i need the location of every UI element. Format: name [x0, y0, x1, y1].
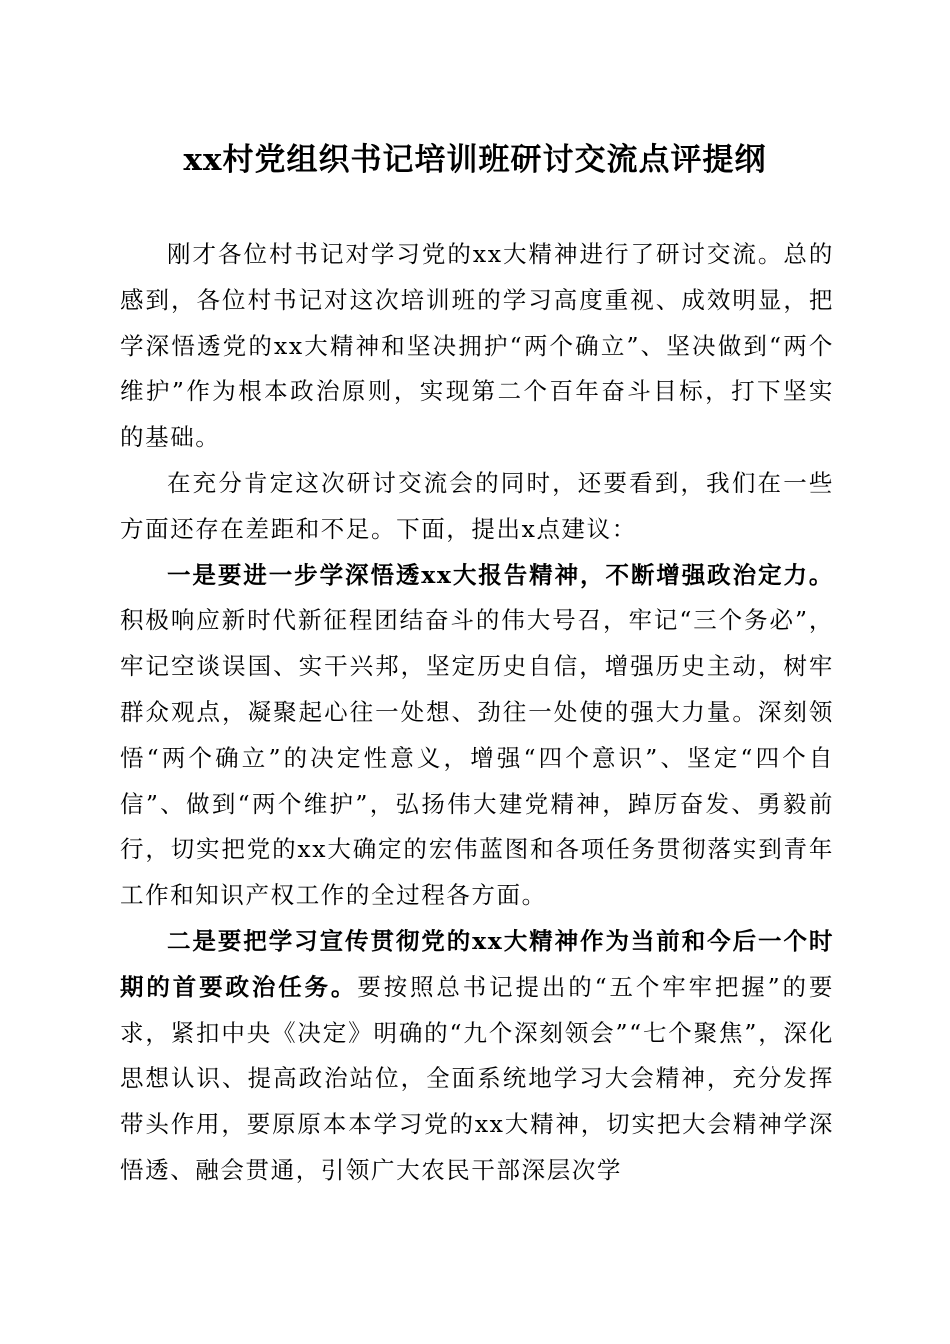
paragraph-text: 要按照总书记提出的“五个牢牢把握”的要求，紧扣中央《决定》明确的“九个深刻领会”“七个聚焦”，深化思想认识、提高政治站位，全面系统地学习大会精神，充分发挥带头作用，要原原本本学习党的xx大精神，切实把大会精神学深悟透、融会贯通，引领广大农民干部深层次学: [120, 972, 834, 1184]
paragraph-text: 在充分肯定这次研讨交流会的同时，还要看到，我们在一些方面还存在差距和不足。下面，提出x点建议：: [120, 468, 834, 543]
document-title: xx村党组织书记培训班研讨交流点评提纲: [183, 142, 767, 178]
paragraph-lead: 一是要进一步学深悟透xx大报告精神，不断增强政治定力。: [167, 560, 834, 589]
paragraph-text: 积极响应新时代新征程团结奋斗的伟大号召，牢记“三个务必”，牢记空谈误国、实干兴邦，坚定历史自信，增强历史主动，树牢群众观点，凝聚起心往一处想、劲往一处使的强大力量。深刻领悟“两个确立”的决定性意义，增强“四个意识”、坚定“四个自信”、做到“两个维护”，弘扬伟大建党精神，踔厉奋发、勇毅前行，切实把党的xx大确定的宏伟蓝图和各项任务贯彻落实到青年工作和知识产权工作的全过程各方面。: [120, 606, 834, 910]
paragraph-opening: [120, 232, 834, 461]
paragraph-lead: 二是要把学习宣传贯彻党的xx大精神作为当前和今后一个时期的首要政治任务。: [120, 926, 834, 1001]
paragraph-point-one: [120, 553, 834, 919]
document-body: [120, 232, 834, 1194]
paragraph-text: 刚才各位村书记对学习党的xx大精神进行了研讨交流。总的感到，各位村书记对这次培训班的学习高度重视、成效明显，把学深悟透党的xx大精神和坚决拥护“两个确立”、坚决做到“两个维护”作为根本政治原则，实现第二个百年奋斗目标，打下坚实的基础。: [120, 240, 834, 452]
paragraph-transition: [120, 461, 834, 553]
paragraph-point-two: [120, 919, 834, 1194]
